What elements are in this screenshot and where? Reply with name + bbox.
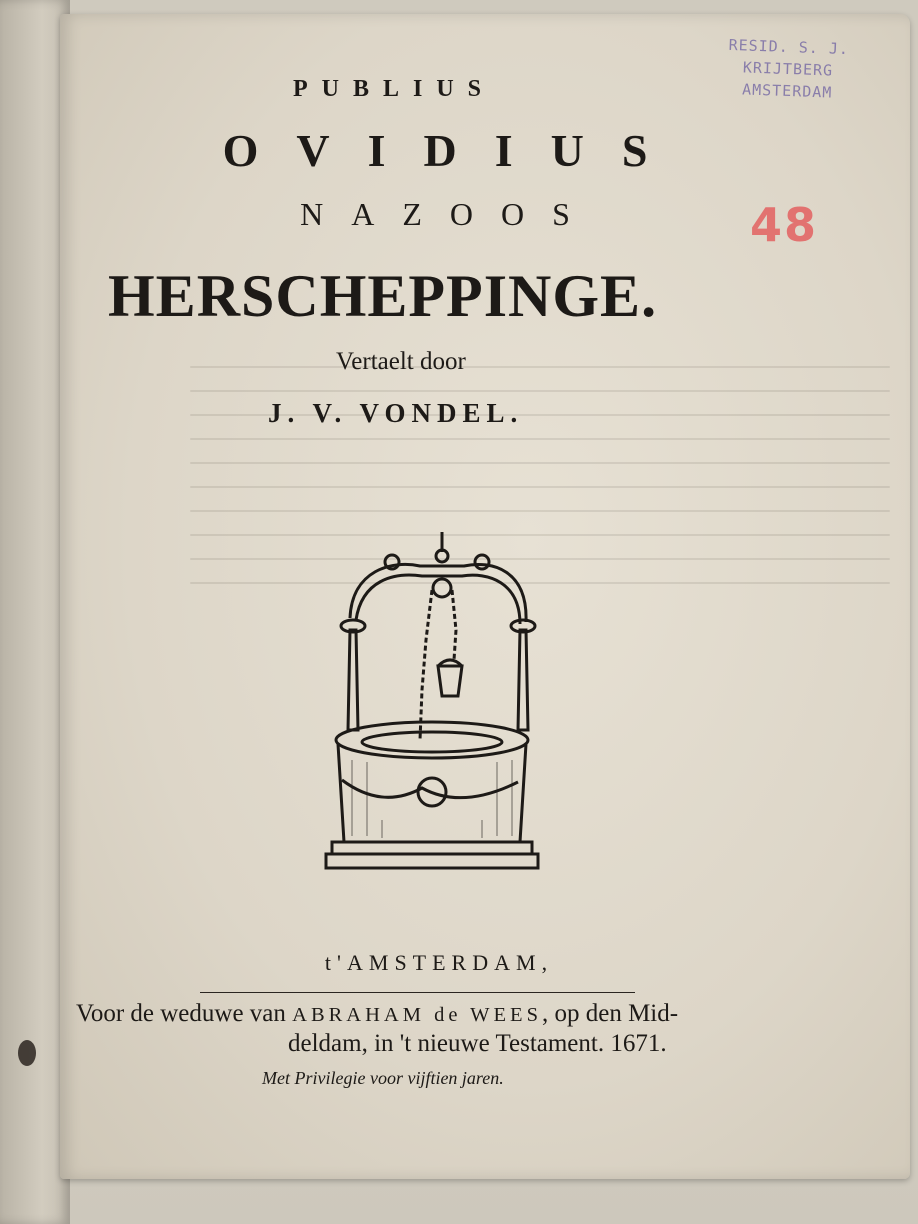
publisher-name: ABRAHAM de WEES [292,1004,542,1026]
imprint-line-1-prefix: Voor de weduwe van [76,1000,293,1027]
ink-blot [18,1040,36,1066]
author-name-publius: PUBLIUS [292,76,496,102]
imprint-line-1-suffix: , op den Mid- [541,1000,679,1027]
author-name-nazoos: NAZOOS [300,196,598,232]
imprint-line-1 [76,1000,678,1028]
book-title: HERSCHEPPINGE. [108,263,658,329]
stamp-line-3: AMSTERDAM [741,80,833,102]
translator-name: J. V. VONDEL. [268,398,524,428]
privilege-notice: Met Privilegie voor vijftien jaren. [262,1068,504,1088]
imprint-line-2: deldam, in 't nieuwe Testament. 1671. [288,1030,667,1057]
stamp-line-1: RESID. S. J. [728,35,850,59]
woodcut-well-icon [322,530,542,875]
stamp-line-2: KRIJTBERG [742,58,834,80]
imprint-rule [200,992,635,993]
shelf-number-stamp: 48 [750,198,819,252]
translated-by-label: Vertaelt door [336,348,466,375]
imprint-city: t'AMSTERDAM, [324,950,554,975]
author-name-ovidius: OVIDIUS [222,125,686,176]
